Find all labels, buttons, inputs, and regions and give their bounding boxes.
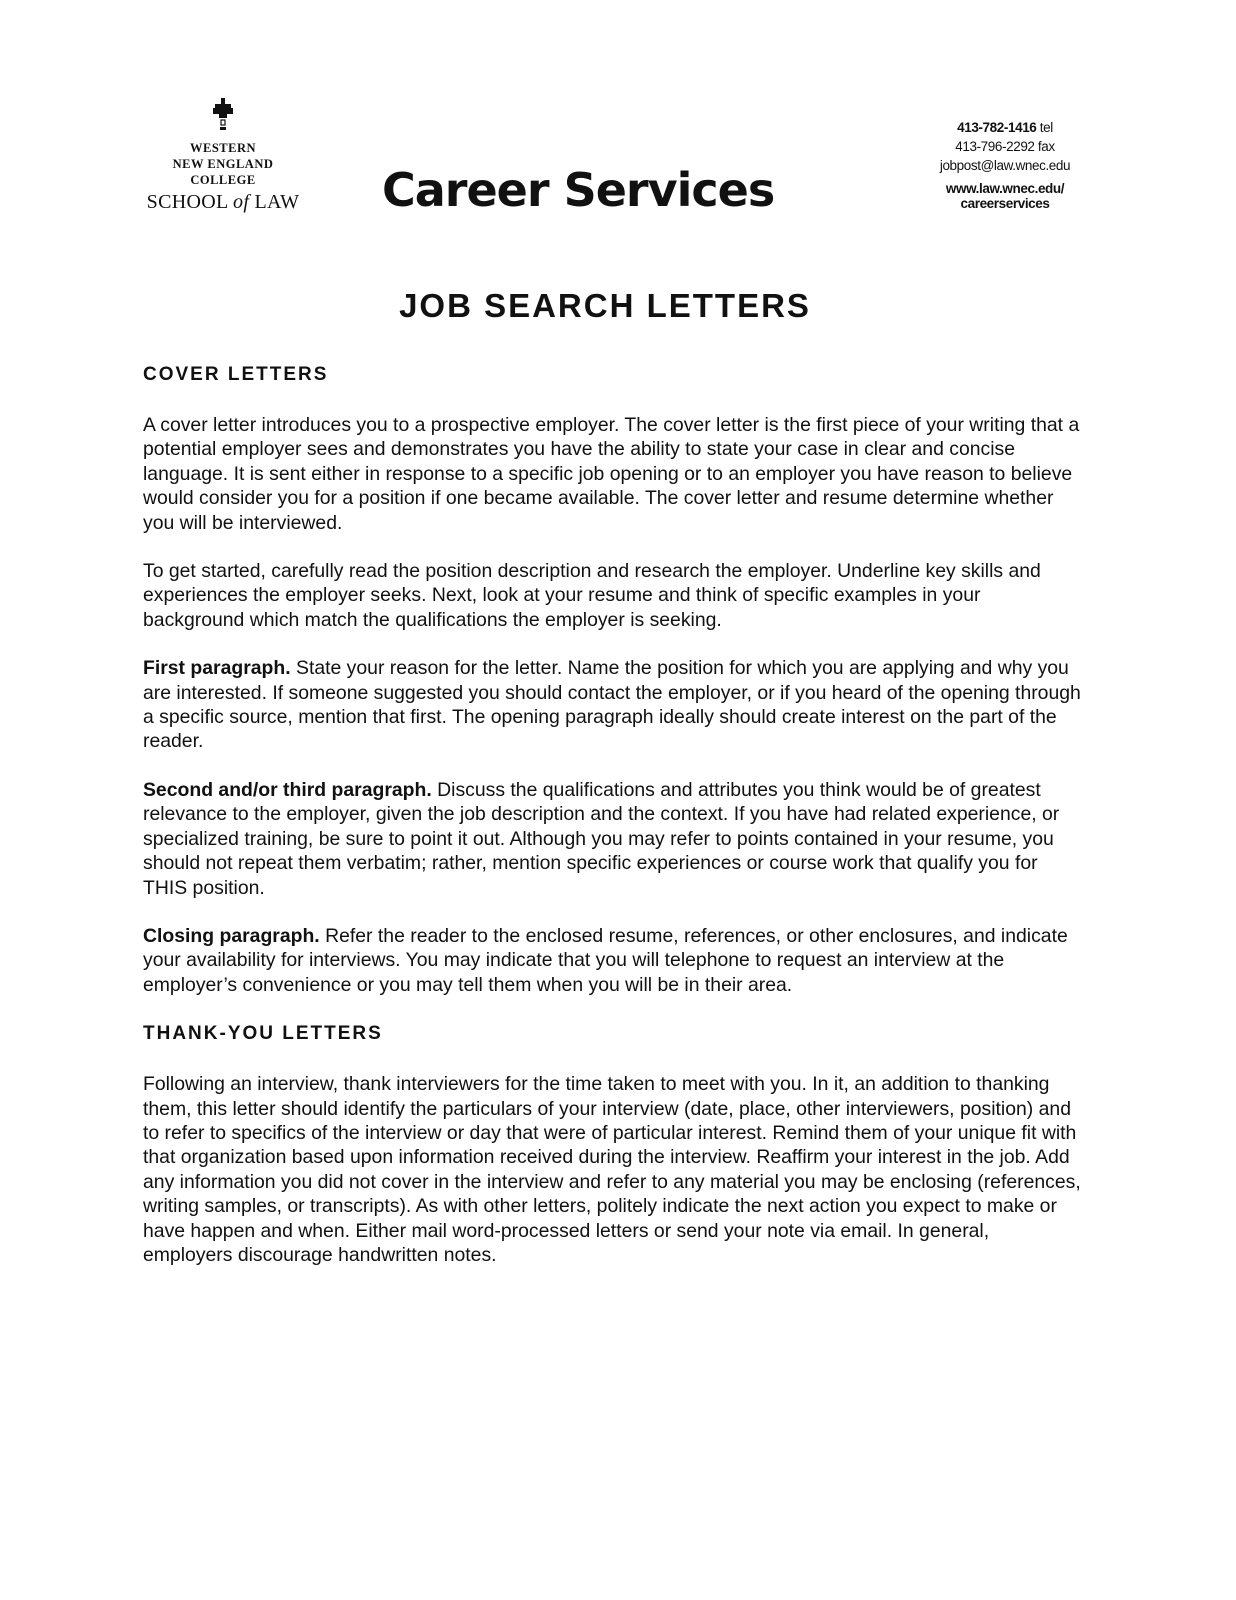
thank-you-letters-heading: THANK-YOU LETTERS — [143, 1023, 383, 1045]
logo-line-western: WESTERN — [189, 141, 257, 155]
school-logo — [138, 98, 308, 215]
thank-you-paragraph: Following an interview, thank interviewers for the time taken to meet with you. In it, an addition to thanking them, this letter should identify the particulars of your interview (date, place, other interviewers, position) and to refer to specifics of the interview or day that were of particular interest. Remind them of your unique fit with that organization based upon information received during the interview. Reaffirm your interest in the job. Add any information you did not cover in the interview and refer to any material you may be enclosing (references, writing samples, or transcripts). As with other letters, politely indicate the next action you expect to make or have happen and when. Either mail word-processed letters or send your note via email. In general, employers discourage handwritten notes. — [143, 1073, 1081, 1266]
fax-label: fax — [1034, 139, 1055, 154]
fax-number: 413-796-2292 — [955, 139, 1035, 154]
brand-text: Career Services — [382, 163, 775, 217]
document-body — [143, 362, 1083, 1291]
closing-paragraph-guidance — [143, 924, 1083, 997]
contact-fax — [900, 137, 1110, 156]
logo-law-prefix: SCHOOL — [146, 191, 234, 213]
logo-line-school-of-law — [138, 189, 308, 215]
page-title: JOB SEARCH LETTERS — [399, 287, 811, 324]
tower-emblem-icon — [208, 98, 238, 138]
contact-phone — [900, 118, 1110, 137]
contact-website-path[interactable]: careerservices — [960, 196, 1050, 211]
closing-paragraph-lead: Closing paragraph. — [143, 924, 320, 947]
second-paragraph-text: Discuss the qualifications and attributes you think would be of greatest relevance to the employer, given the job description and the context. If you have had related experience, or specialized training, be sure to point it out. Although you may refer to points contained in your resume, you should not repeat them verbatim; rather, mention specific experiences or course work that qualify you for THIS position. — [143, 778, 1060, 899]
cover-getting-started-paragraph: To get started, carefully read the position description and research the employer. Underline key skills and experiences the employer seeks. Next, look at your resume and think of specific examples in your background which match the qualifications the employer is seeking. — [143, 560, 1041, 631]
cover-intro-paragraph: A cover letter introduces you to a prospective employer. The cover letter is the first piece of your writing that a potential employer sees and demonstrates you have the ability to state your case in clear and concise language. It is sent either in response to a specific job opening or to an employer you have reason to believe would consider you for a position if one became available. The cover letter and resume determine whether you will be interviewed. — [143, 414, 1080, 534]
first-paragraph-lead: First paragraph. — [143, 657, 291, 680]
closing-paragraph-text: Refer the reader to the enclosed resume, references, or other enclosures, and indicate your availability for interviews. You may indicate that you will telephone to request an interview at the employer’s convenience or you may tell them when you will be in their area. — [143, 924, 1068, 996]
logo-line-new-england: NEW ENGLAND — [172, 157, 274, 171]
first-paragraph-guidance — [143, 656, 1083, 754]
second-paragraph-guidance — [143, 778, 1083, 900]
cover-letters-heading: COVER LETTERS — [143, 364, 329, 385]
phone-label: tel — [1036, 120, 1053, 135]
phone-number: 413-782-1416 — [957, 120, 1037, 135]
second-paragraph-lead: Second and/or third paragraph. — [143, 778, 432, 801]
logo-law-suffix: LAW — [249, 191, 300, 213]
contact-info — [900, 118, 1110, 211]
logo-line-college: COLLEGE — [190, 173, 256, 187]
logo-law-of: of — [233, 191, 250, 213]
contact-website[interactable]: www.law.wnec.edu/ — [945, 181, 1065, 196]
contact-email[interactable]: jobpost@law.wnec.edu — [939, 158, 1071, 173]
first-paragraph-text: State your reason for the letter. Name the position for which you are applying and why you are interested. If someone suggested you should contact the employer, or if you heard of the opening through a specific source, mention that first. The opening paragraph ideally should create interest on the part of the reader. — [143, 657, 1081, 753]
career-services-wordmark — [382, 160, 842, 220]
